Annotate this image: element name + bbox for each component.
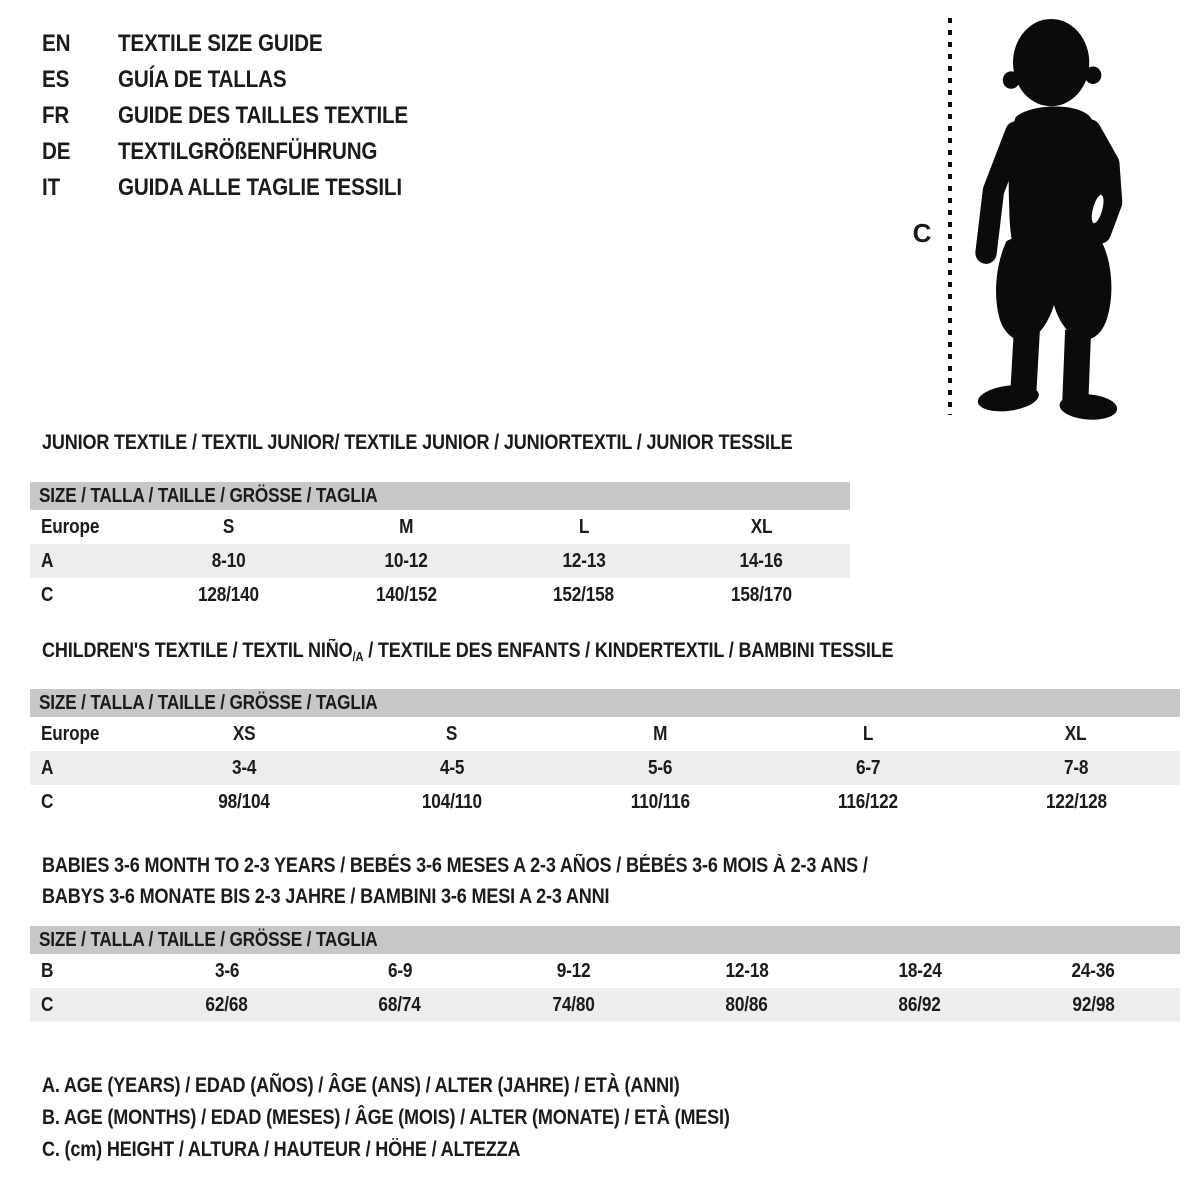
- height-value: 86/92: [898, 993, 942, 1016]
- height-value: 122/128: [1045, 790, 1107, 813]
- toddler-silhouette-icon: [900, 8, 1170, 420]
- age-value: 18-24: [898, 959, 942, 982]
- babies-size-table: [30, 926, 1180, 1022]
- height-value: 62/68: [205, 993, 248, 1016]
- row-label: C: [41, 790, 54, 813]
- row-label: B: [41, 959, 54, 982]
- language-title: TEXTILE SIZE GUIDE: [118, 30, 323, 57]
- height-value: 116/122: [837, 790, 899, 813]
- table-row: [30, 544, 850, 578]
- age-value: 7-8: [1063, 756, 1089, 779]
- language-title: TEXTILGRÖßENFÜHRUNG: [118, 138, 378, 165]
- size-value: XL: [1065, 722, 1087, 745]
- babies-title-line1: BABIES 3-6 MONTH TO 2-3 YEARS / BEBÉS 3-6 MESES A 2-3 AÑOS / BÉBÉS 3-6 MOIS À 2-3 ANS /: [42, 854, 868, 877]
- age-value: 5-6: [647, 756, 673, 779]
- table-row: [30, 578, 850, 612]
- age-value: 6-7: [855, 756, 881, 779]
- height-value: 128/140: [198, 583, 260, 606]
- legend-line-a: A. AGE (YEARS) / EDAD (AÑOS) / ÂGE (ANS) / ALTER (JAHRE) / ETÀ (ANNI): [42, 1074, 680, 1097]
- height-value: 104/110: [421, 790, 483, 813]
- legend: [42, 1070, 842, 1166]
- language-code: IT: [42, 174, 61, 201]
- age-value: 9-12: [556, 959, 591, 982]
- language-title: GUIDA ALLE TAGLIE TESSILI: [118, 174, 402, 201]
- age-value: 24-36: [1071, 959, 1115, 982]
- language-code: ES: [42, 66, 70, 93]
- size-value: M: [399, 515, 414, 538]
- babies-title-line2: BABYS 3-6 MONATE BIS 2-3 JAHRE / BAMBINI 3-6 MESI A 2-3 ANNI: [42, 885, 610, 908]
- height-value: 80/86: [725, 993, 768, 1016]
- language-row: [42, 134, 455, 170]
- age-value: 8-10: [211, 549, 246, 572]
- size-value: L: [862, 722, 874, 745]
- size-header-bar: SIZE / TALLA / TAILLE / GRÖSSE / TAGLIA: [30, 689, 1180, 717]
- age-value: 10-12: [384, 549, 428, 572]
- size-value: M: [652, 722, 668, 745]
- height-value: 110/116: [630, 790, 690, 813]
- row-label: C: [41, 583, 54, 606]
- language-title: GUÍA DE TALLAS: [118, 66, 287, 93]
- junior-section-title: JUNIOR TEXTILE / TEXTIL JUNIOR/ TEXTILE JUNIOR / JUNIORTEXTIL / JUNIOR TESSILE: [42, 431, 793, 454]
- size-value: XS: [232, 722, 256, 745]
- subscript-text: /A: [352, 649, 364, 664]
- children-section-title: CHILDREN'S TEXTILE / TEXTIL $NIÑO_{/A}$ / TEXTILE DES ENFANTS / KINDERTEXTIL / BAMBINI TESSILE: [42, 639, 894, 664]
- height-measure-figure: [900, 8, 1170, 420]
- babies-section-title: [42, 850, 1002, 912]
- height-value: 98/104: [218, 790, 270, 813]
- children-size-table: [30, 689, 1180, 819]
- row-label: A: [41, 549, 54, 572]
- language-title: GUIDE DES TAILLES TEXTILE: [118, 102, 409, 129]
- language-code: FR: [42, 102, 70, 129]
- height-value: 152/158: [553, 583, 615, 606]
- language-row: [42, 62, 455, 98]
- row-label: A: [41, 756, 54, 779]
- language-code: EN: [42, 30, 71, 57]
- legend-line-b: B. AGE (MONTHS) / EDAD (MESES) / ÂGE (MOIS) / ALTER (MONATE) / ETÀ (MESI): [42, 1106, 730, 1129]
- language-row: [42, 98, 455, 134]
- age-value: 6-9: [387, 959, 413, 982]
- legend-line-c: C. (cm) HEIGHT / ALTURA / HAUTEUR / HÖHE / ALTEZZA: [42, 1138, 521, 1161]
- height-value: 158/170: [730, 583, 792, 606]
- table-row: [30, 954, 1180, 988]
- row-label: C: [41, 993, 54, 1016]
- language-code: DE: [42, 138, 71, 165]
- size-value: S: [446, 722, 458, 745]
- height-value: 140/152: [375, 583, 437, 606]
- junior-size-table: [30, 482, 850, 612]
- table-row: [30, 988, 1180, 1022]
- size-value: S: [223, 515, 235, 538]
- height-label-c: C: [912, 218, 932, 248]
- table-row: [30, 751, 1180, 785]
- age-value: 3-4: [231, 756, 257, 779]
- size-header-bar: SIZE / TALLA / TAILLE / GRÖSSE / TAGLIA: [30, 482, 850, 510]
- table-row: [30, 785, 1180, 819]
- age-value: 12-18: [725, 959, 769, 982]
- language-title-list: [42, 26, 455, 206]
- age-value: 14-16: [739, 549, 783, 572]
- size-value: XL: [750, 515, 773, 538]
- row-label: Europe: [41, 722, 100, 745]
- height-value: 68/74: [378, 993, 422, 1016]
- table-row: [30, 510, 850, 544]
- language-row: [42, 170, 455, 206]
- age-value: 4-5: [439, 756, 465, 779]
- table-row: [30, 717, 1180, 751]
- size-header-bar: SIZE / TALLA / TAILLE / GRÖSSE / TAGLIA: [30, 926, 1180, 954]
- height-value: 74/80: [552, 993, 595, 1016]
- language-row: [42, 26, 455, 62]
- row-label: Europe: [41, 515, 100, 538]
- height-value: 92/98: [1072, 993, 1115, 1016]
- age-value: 3-6: [214, 959, 239, 982]
- age-value: 12-13: [562, 549, 606, 572]
- size-value: L: [578, 515, 589, 538]
